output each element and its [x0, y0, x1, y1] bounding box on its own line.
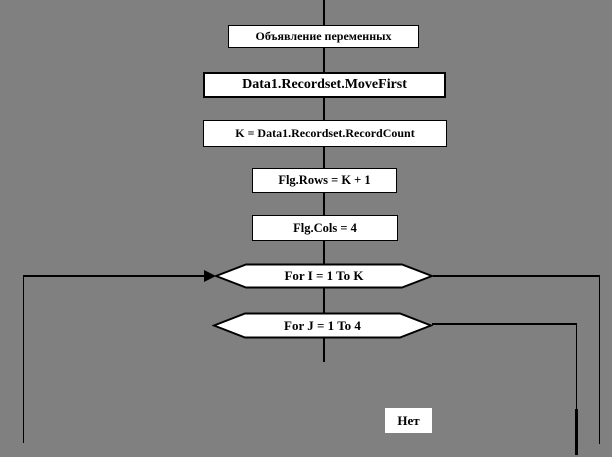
loop-j-exit-vline — [576, 324, 577, 409]
process-recordcount: K = Data1.Recordset.RecordCount — [203, 120, 447, 147]
process-flg-rows: Flg.Rows = K + 1 — [252, 168, 397, 193]
loop-j-label: For J = 1 To 4 — [284, 317, 361, 333]
loop-node-for-j — [212, 312, 433, 339]
loop-i-return-hline — [23, 275, 205, 277]
process-flg-cols: Flg.Cols = 4 — [252, 215, 398, 241]
process-declare-variables: Объявление переменных — [228, 25, 419, 48]
loop-i-label: For I = 1 To K — [284, 268, 364, 283]
loop-i-exit-hline — [433, 275, 600, 277]
loop-i-exit-vline — [599, 276, 600, 444]
loop-i-return-vline — [23, 276, 24, 443]
loop-node-for-i — [214, 263, 434, 289]
loop-j-exit-hline — [432, 323, 577, 325]
loop-j-exit-vline-thick — [575, 409, 578, 455]
loop-i-entry-arrowhead-icon — [204, 270, 216, 282]
process-recordset-movefirst: Data1.Recordset.MoveFirst — [203, 72, 446, 98]
no-branch-label: Нет — [385, 408, 432, 433]
